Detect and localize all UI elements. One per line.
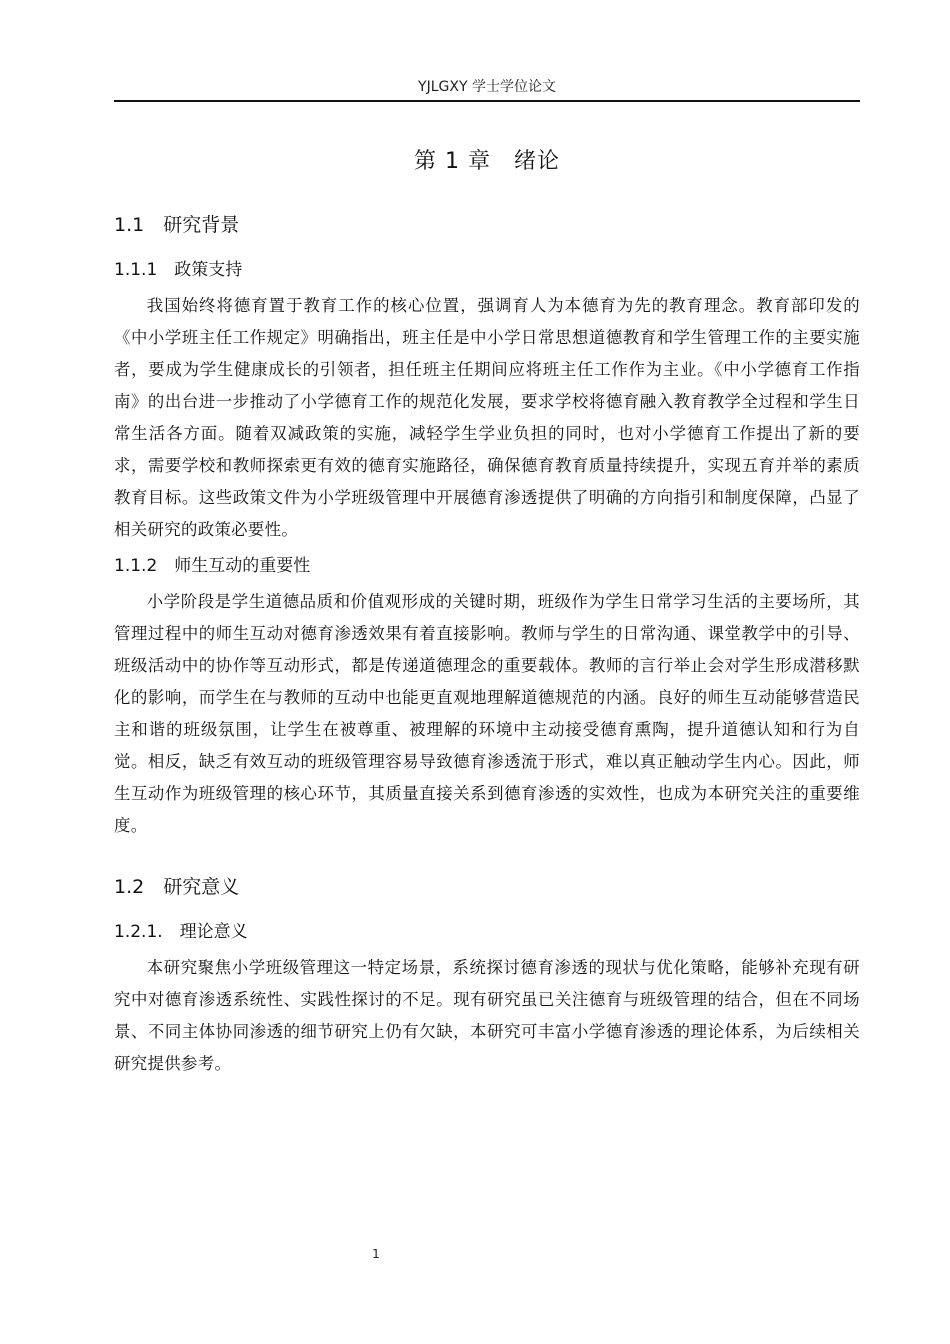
paragraph-policy-support: 我国始终将德育置于教育工作的核心位置，强调育人为本德育为先的教育理念。教育部印发的《中小学班主任工作规定》明确指出，班主任是中小学日常思想道德教育和学生管理工作的主要实施者，要成为学生健康成长的引领者，担任班主任期间应将班主任工作作为主业。《中小学德育工作指南》的出台进一步推动了小学德育工作的规范化发展，要求学校将德育融入教育教学全过程和学生日常生活各方面。随着双减政策的实施，减轻学生学业负担的同时，也对小学德育工作提出了新的要求，需要学校和教师探索更有效的德育实施路径，确保德育教育质量持续提升，实现五育并举的素质教育目标。这些政策文件为小学班级管理中开展德育渗透提供了明确的方向指引和制度保障，凸显了相关研究的政策必要性。 (114, 296, 860, 539)
chapter-title: 第 1 章 绪论 (414, 149, 560, 174)
subsection-heading-1-1-1: 1.1.1 政策支持 (114, 260, 243, 280)
header-divider (114, 100, 860, 102)
subsection-heading-1-1-2: 1.1.2 师生互动的重要性 (114, 556, 311, 576)
running-header: YJLGXY 学士学位论文 (418, 79, 556, 95)
page-body (114, 140, 860, 1086)
page-number: 1 (372, 1247, 380, 1261)
section-heading-1-2: 1.2 研究意义 (114, 876, 240, 898)
paragraph-teacher-student-interaction: 小学阶段是学生道德品质和价值观形成的关键时期，班级作为学生日常学习生活的主要场所，其管理过程中的师生互动对德育渗透效果有着直接影响。教师与学生的日常沟通、课堂教学中的引导、班级活动中的协作等互动形式，都是传递道德理念的重要载体。教师的言行举止会对学生形成潜移默化的影响，而学生在与教师的互动中也能更直观地理解道德规范的内涵。良好的师生互动能够营造民主和谐的班级氛围，让学生在被尊重、被理解的环境中主动接受德育熏陶，提升道德认知和行为自觉。相反，缺乏有效互动的班级管理容易导致德育渗透流于形式，难以真正触动学生内心。因此，师生互动作为班级管理的核心环节，其质量直接关系到德育渗透的实效性，也成为本研究关注的重要维度。 (114, 592, 860, 835)
section-heading-1-1: 1.1 研究背景 (114, 214, 240, 236)
subsection-heading-1-2-1: 1.2.1. 理论意义 (114, 922, 248, 942)
paragraph-theoretical-significance: 本研究聚焦小学班级管理这一特定场景，系统探讨德育渗透的现状与优化策略，能够补充现有研究中对德育渗透系统性、实践性探讨的不足。现有研究虽已关注德育与班级管理的结合，但在不同场景、不同主体协同渗透的细节研究上仍有欠缺，本研究可丰富小学德育渗透的理论体系，为后续相关研究提供参考。 (114, 958, 860, 1073)
